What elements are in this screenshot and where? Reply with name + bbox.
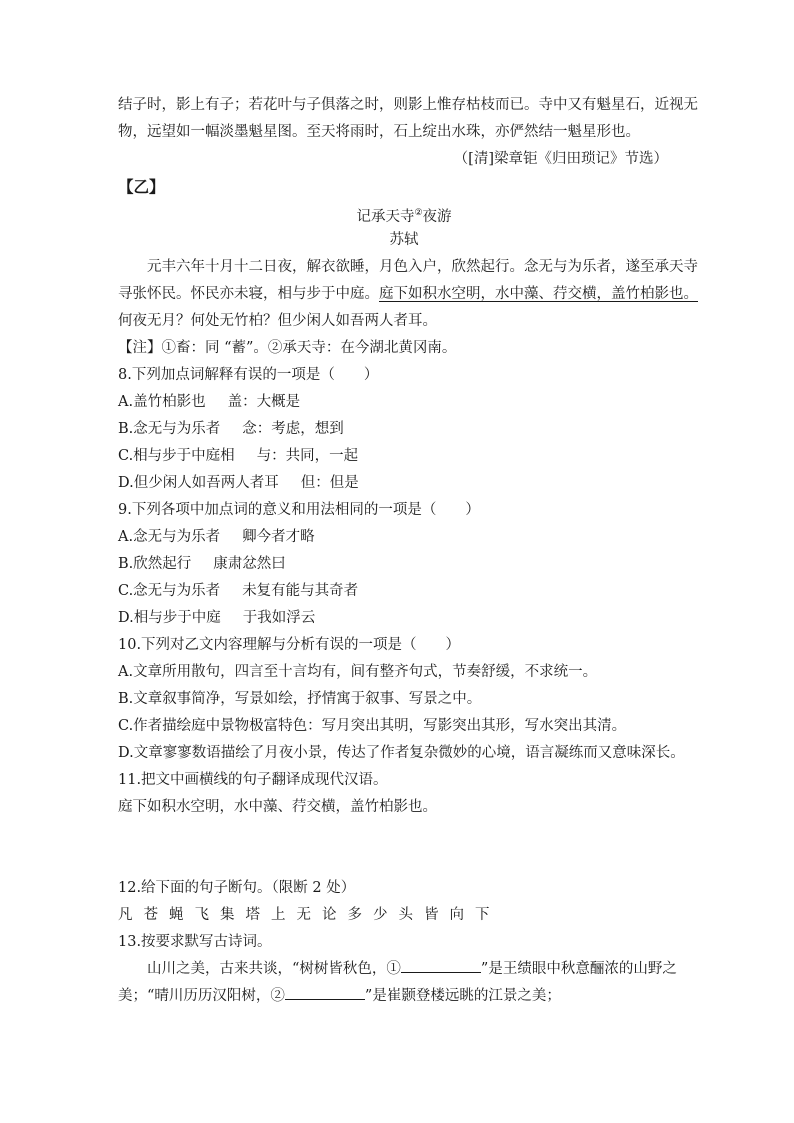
q9-option-c-compare: 未复有能与其奇者 bbox=[242, 583, 359, 599]
q10-stem: 10.下列对乙文内容理解与分析有误的一项是（ ） bbox=[118, 637, 461, 653]
passage-b-note: 【注】①畜：同 “蓄”。②承天寺：在今湖北黄冈南。 bbox=[118, 340, 457, 356]
q9-option-d-compare: 于我如浮云 bbox=[242, 610, 316, 626]
q13-stem: 13.按要求默写古诗词。 bbox=[118, 934, 272, 950]
passage-b-line-1: 元丰六年十月十二日夜，解衣欲睡，月色入户，欣然起行。念无与为乐者，遂至承天寺 bbox=[147, 259, 698, 275]
q8-option-c-text: C.相与步于中庭相 bbox=[118, 448, 235, 464]
q8-option-b-text: B.念无与为乐者 bbox=[118, 421, 221, 437]
q8-option-b bbox=[118, 416, 690, 443]
q9-option-b-text: B.欣然起行 bbox=[118, 556, 192, 572]
q8-option-a bbox=[118, 389, 690, 416]
q9-option-d bbox=[118, 605, 690, 632]
q12-stem: 12.给下面的句子断句。（限断 2 处） bbox=[118, 880, 356, 896]
q8-option-a-explain: 盖：大概是 bbox=[227, 394, 301, 410]
q11-sentence: 庭下如积水空明，水中藻、荇交横，盖竹柏影也。 bbox=[118, 799, 437, 815]
q9-option-b-compare: 康肃忿然曰 bbox=[213, 556, 286, 572]
q8-option-c bbox=[118, 443, 690, 470]
passage-b-title-main: 记承天寺 bbox=[356, 208, 415, 225]
q9-option-a-text: A.念无与为乐者 bbox=[118, 529, 221, 545]
passage-b-label: 【乙】 bbox=[118, 177, 165, 196]
q9-option-a bbox=[118, 524, 690, 551]
q8-option-d bbox=[118, 470, 690, 497]
q8-option-b-explain: 念：考虑，想到 bbox=[242, 421, 344, 437]
q8-option-d-text: D.但少闲人如吾两人者耳 bbox=[118, 475, 279, 491]
q13-line-1-a: 山川之美，古来共谈，“树树皆秋色，① bbox=[147, 961, 401, 977]
passage-a-line-1: 结子时，影上有子；若花叶与子俱落之时，则影上惟存枯枝而已。寺中又有魁星石，近视无 bbox=[118, 97, 698, 113]
q10-option-a: A.文章所用散句，四言至十言均有，间有整齐句式，节奏舒缓，不求统一。 bbox=[118, 664, 598, 680]
q11-stem: 11.把文中画横线的句子翻译成现代汉语。 bbox=[118, 772, 388, 788]
passage-b-title bbox=[118, 200, 690, 227]
q8-option-c-explain: 与：共同，一起 bbox=[256, 448, 359, 464]
fill-blank-1[interactable] bbox=[401, 958, 481, 973]
q13-line-2 bbox=[118, 983, 690, 1010]
answer-space bbox=[118, 821, 690, 875]
q8-stem: 8.下列加点词解释有误的一项是（ ） bbox=[118, 367, 379, 383]
q10-option-c: C.作者描绘庭中景物极富特色：写月突出其明，写影突出其形，写水突出其清。 bbox=[118, 718, 627, 734]
fill-blank-2[interactable] bbox=[285, 985, 365, 1000]
q13-line-2-b: ”是崔颢登楼远眺的江景之美； bbox=[364, 988, 561, 1004]
q13-line-1-b: ”是王绩眼中秋意酾浓的山野之 bbox=[480, 961, 677, 977]
q12-sentence: 凡苍蝇飞集塔上无论多少头皆向下 bbox=[118, 907, 501, 923]
q10-option-d: D.文章寥寥数语描绘了月夜小景，传达了作者复杂微妙的心境，语言凝练而又意味深长。 bbox=[118, 745, 685, 761]
passage-a-source: （[清]梁章钜《归田琐记》节选） bbox=[453, 151, 668, 167]
q13-line-2-a: 美；“晴川历历汉阳树，② bbox=[118, 988, 285, 1004]
passage-b-line-2-plain: 寻张怀民。怀民亦未寝，相与步于中庭。 bbox=[118, 286, 379, 302]
q9-stem: 9.下列各项中加点词的意义和用法相同的一项是（ ） bbox=[118, 502, 480, 518]
q9-option-c-text: C.念无与为乐者 bbox=[118, 583, 221, 599]
q13-line-1 bbox=[118, 956, 690, 983]
passage-b-line-2 bbox=[118, 281, 698, 308]
q9-option-c bbox=[118, 578, 690, 605]
q10-option-b: B.文章叙事简净，写景如绘，抒情寓于叙事、写景之中。 bbox=[118, 691, 482, 707]
passage-b-title-end: 夜游 bbox=[422, 208, 452, 225]
passage-b-author: 苏轼 bbox=[389, 232, 419, 248]
q9-option-d-text: D.相与步于中庭 bbox=[118, 610, 221, 626]
q9-option-b bbox=[118, 551, 690, 578]
passage-b-underlined-sentence: 庭下如积水空明，水中藻、荇交横，盖竹柏影也。 bbox=[379, 286, 698, 302]
passage-b-title-note-mark: ② bbox=[414, 208, 423, 218]
q8-option-d-explain: 但：但是 bbox=[300, 475, 359, 491]
passage-a-line-2: 物，远望如一幅淡墨魁星图。至天将雨时，石上绽出水珠，亦俨然结一魁星形也。 bbox=[118, 124, 640, 140]
q9-option-a-compare: 卿今者才略 bbox=[242, 529, 315, 545]
passage-b-line-3: 何夜无月？何处无竹柏？但少闲人如吾两人者耳。 bbox=[118, 313, 437, 329]
document-page bbox=[118, 92, 698, 1010]
q8-option-a-text: A.盖竹柏影也 bbox=[118, 394, 206, 410]
